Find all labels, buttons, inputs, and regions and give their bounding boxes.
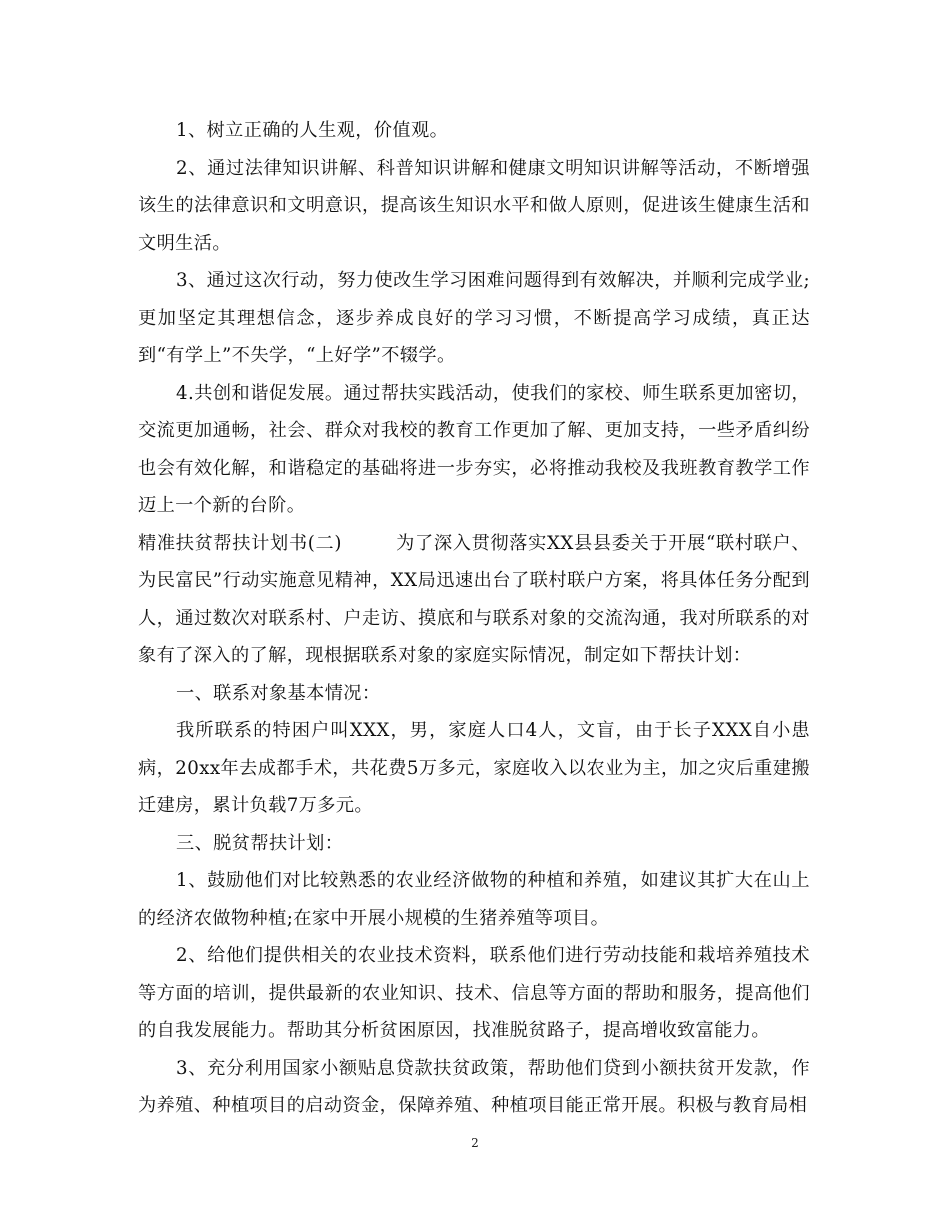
paragraph-goal-1: 1、树立正确的人生观，价值观。 <box>176 120 449 141</box>
heading-contact-situation: 一、联系对象基本情况： <box>176 682 381 704</box>
section-intro-paragraph <box>138 525 810 675</box>
paragraph-goal-4: 4.共创和谐促发展。通过帮扶实践活动，使我们的家校、师生联系更加密切，交流更加通畅，社会、群众对我校的教育工作更加了解、更加支持，一些矛盾纠纷也会有效化解，和谐稳定的基础将进一步夯实，必将推动我校及我班教育教学工作迈上一个新的台阶。 <box>138 382 810 516</box>
section-intro-text: 为了深入贯彻落实XX县县委关于开展“联村联户、为民富民”行动实施意见精神，XX局迅速出台了联村联户方案，将具体任务分配到人，通过数次对联系村、户走访、摸底和与联系对象的交流沟通，我对所联系的对象有了深入的了解，现根据联系对象的家庭实际情况，制定如下帮扶计划： <box>138 532 810 666</box>
paragraph-contact-situation: 我所联系的特困户叫XXX，男，家庭人口4人，文盲，由于长子XXX自小患病，20xx年去成都手术，共花费5万多元，家庭收入以农业为主，加之灾后重建搬迁建房，累计负载7万多元。 <box>138 720 810 816</box>
page-number: 2 <box>471 1136 479 1150</box>
paragraph-plan-1: 1、鼓励他们对比较熟悉的农业经济做物的种植和养殖，如建议其扩大在山上的经济农做物种植;在家中开展小规模的生猪养殖等项目。 <box>138 870 810 929</box>
paragraph-goal-2: 2、通过法律知识讲解、科普知识讲解和健康文明知识讲解等活动，不断增强该生的法律意识和文明意识，提高该生知识水平和做人原则，促进该生健康生活和文明生活。 <box>138 157 810 254</box>
document-body <box>138 112 810 1125</box>
heading-aid-plan: 三、脱贫帮扶计划： <box>176 832 344 854</box>
paragraph-plan-2: 2、给他们提供相关的农业技术资料，联系他们进行劳动技能和栽培养殖技术等方面的培训，提供最新的农业知识、技术、信息等方面的帮助和服务，提高他们的自我发展能力。帮助其分析贫困原因，找准脱贫路子，提高增收致富能力。 <box>138 945 810 1041</box>
section-title: 精准扶贫帮扶计划书(二) <box>138 532 342 554</box>
paragraph-plan-3: 3、充分利用国家小额贴息贷款扶贫政策，帮助他们贷到小额扶贫开发款，作为养殖、种植项目的启动资金，保障养殖、种植项目能正常开展。积极与教育局相 <box>138 1057 810 1116</box>
paragraph-goal-3: 3、通过这次行动，努力使改生学习困难问题得到有效解决，并顺利完成学业;更加坚定其理想信念，逐步养成良好的学习习惯，不断提高学习成绩，真正达到“有学上”不失学，“上好学”不辍学。 <box>138 270 810 366</box>
